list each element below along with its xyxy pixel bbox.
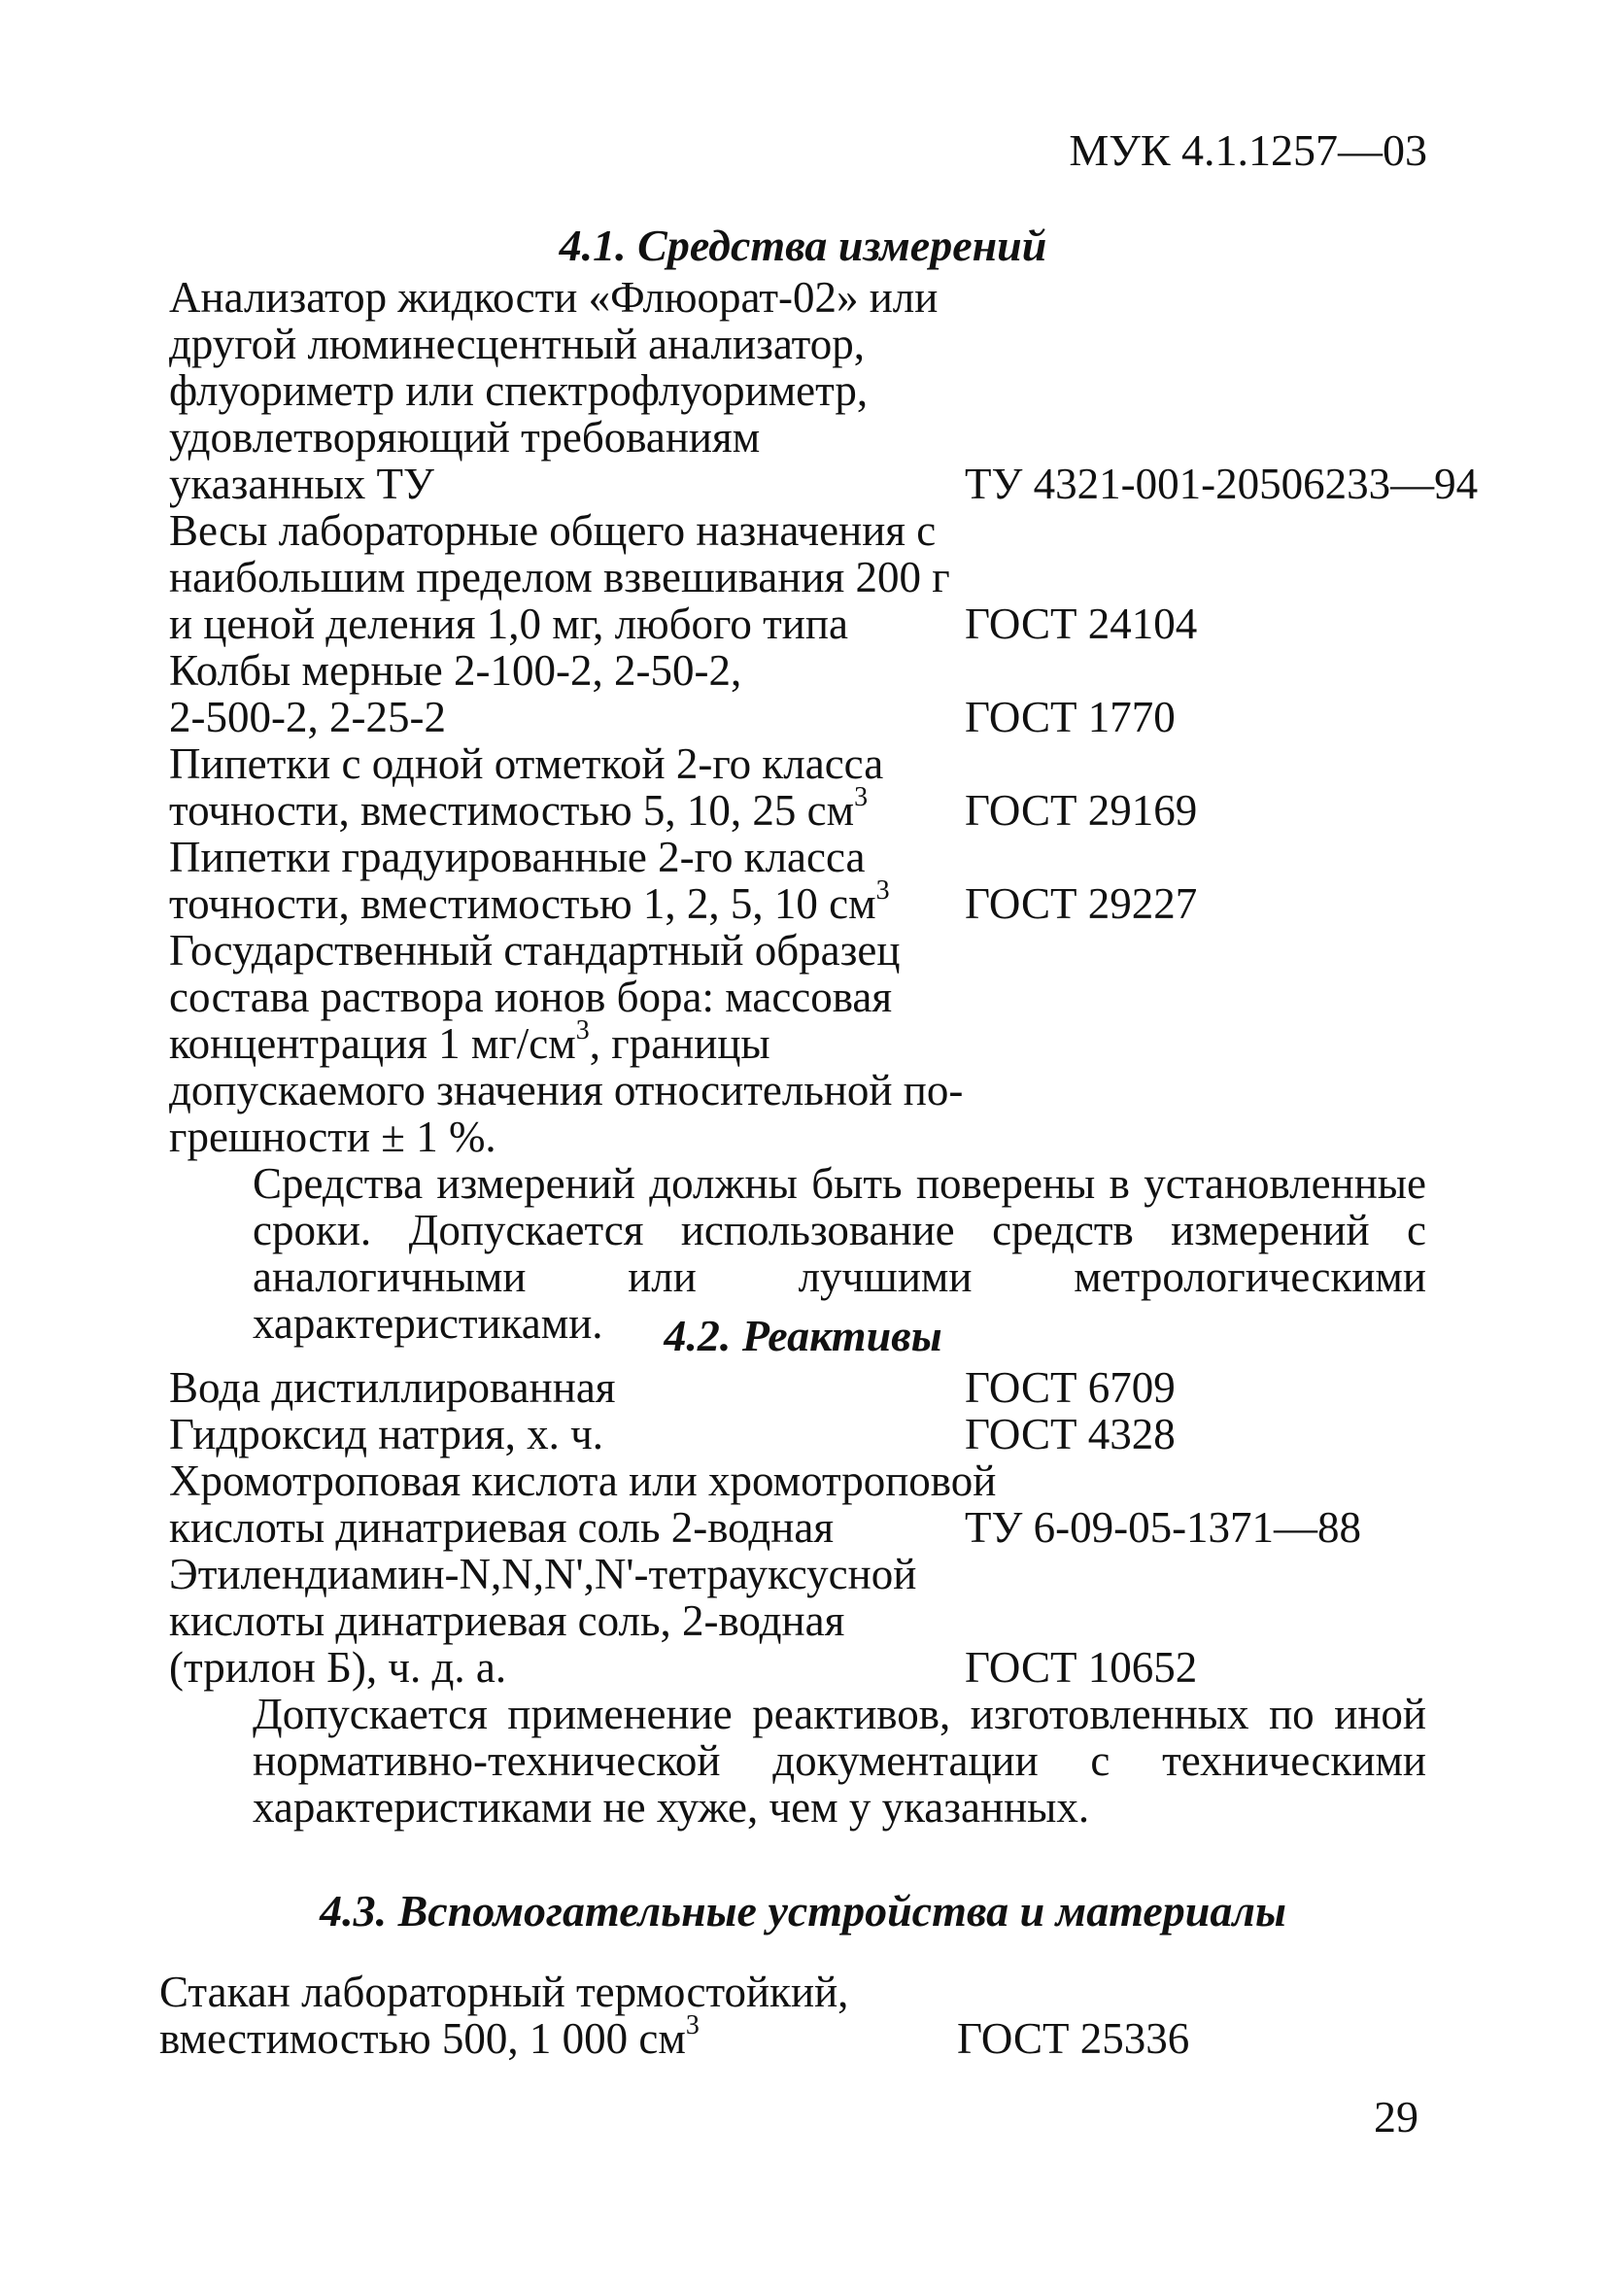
standard-ref: ГОСТ 25336	[957, 2014, 1190, 2063]
standard-ref: ГОСТ 24104	[965, 600, 1198, 648]
item-line: Вода дистиллированная	[169, 1363, 616, 1412]
item-line: состава раствора ионов бора: массовая	[169, 973, 893, 1021]
superscript: 3	[854, 782, 869, 812]
item-line: 2-500-2, 2-25-2	[169, 693, 446, 741]
item-line: кислоты динатриевая соль 2-водная	[169, 1503, 835, 1552]
item-line: удовлетворяющий требованиям	[169, 413, 761, 462]
item-line: кислоты динатриевая соль, 2-водная	[169, 1596, 845, 1645]
item-line: другой люминесцентный анализатор,	[169, 320, 865, 368]
standard-ref: ГОСТ 29169	[965, 786, 1198, 835]
section-4-3-list	[159, 1969, 937, 2062]
standard-ref: ГОСТ 10652	[965, 1643, 1198, 1692]
item-line	[169, 875, 946, 928]
section-4-2-title: 4.2. Реактивы	[664, 1311, 942, 1360]
item-line	[159, 2010, 937, 2063]
note-text: Средства измерений должны быть поверены в установленные сроки. Допускается использование средств измерений с аналогичными или лучшими метрологическими характеристиками.	[253, 1159, 1426, 1348]
item-line: (трилон Б), ч. д. а.	[169, 1643, 507, 1692]
item-line: и ценой деления 1,0 мг, любого типа	[169, 600, 848, 648]
standard-ref: ТУ 6-09-05-1371—88	[965, 1503, 1362, 1552]
section-4-3-title: 4.3. Вспомогательные устройства и материалы	[320, 1886, 1286, 1936]
item-line: наибольшим пределом взвешивания 200 г	[169, 553, 950, 601]
note-text: Допускается применение реактивов, изготовленных по иной нормативно-технической документации с техническими характеристиками не хуже, чем у указанных.	[253, 1690, 1426, 1832]
item-line	[169, 782, 946, 835]
item-line: флуориметр или спектрофлуориметр,	[169, 366, 869, 415]
item-line: указанных ТУ	[169, 460, 434, 508]
item-line: Пипетки градуированные 2-го класса	[169, 833, 866, 881]
document-code: МУК 4.1.1257—03	[1069, 125, 1427, 175]
standard-ref: ГОСТ 4328	[965, 1410, 1176, 1458]
superscript: 3	[575, 1015, 590, 1045]
item-line: Государственный стандартный образец	[169, 926, 901, 975]
superscript: 3	[875, 875, 890, 906]
item-line: Стакан лабораторный термостойкий,	[159, 1968, 849, 2016]
standard-ref: ТУ 4321-001-20506233—94	[965, 460, 1479, 508]
item-line: Хромотроповая кислота или хромотроповой	[169, 1456, 997, 1505]
standard-ref: ГОСТ 6709	[965, 1363, 1176, 1412]
item-line: Весы лабораторные общего назначения с	[169, 506, 937, 555]
item-line-text: точности, вместимостью 1, 2, 5, 10 см	[169, 879, 876, 928]
page-number: 29	[1374, 2092, 1418, 2142]
standard-ref: ГОСТ 29227	[965, 879, 1198, 928]
item-line: допускаемого значения относительной по-	[169, 1066, 964, 1114]
item-line	[169, 1015, 946, 1068]
standard-ref: ГОСТ 1770	[965, 693, 1176, 741]
item-line-text: вместимостью 500, 1 000 см	[159, 2014, 686, 2063]
item-line: Гидроксид натрия, х. ч.	[169, 1410, 603, 1458]
item-line-text: концентрация 1 мг/см	[169, 1019, 576, 1068]
item-line: грешности ± 1 %.	[169, 1113, 496, 1161]
section-4-1-list	[169, 273, 964, 1161]
item-line: Анализатор жидкости «Флюорат-02» или	[169, 273, 939, 322]
section-4-1-title: 4.1. Средства измерений	[559, 221, 1047, 270]
item-line: Этилендиамин-N,N,N',N'-тетрауксусной	[169, 1550, 917, 1598]
section-4-2-note	[159, 1691, 1426, 1831]
superscript: 3	[685, 2010, 700, 2040]
item-line: Пипетки с одной отметкой 2-го класса	[169, 739, 884, 788]
item-line: Колбы мерные 2-100-2, 2-50-2,	[169, 646, 742, 695]
item-line-text: , границы	[589, 1019, 770, 1068]
section-4-2-list	[169, 1363, 997, 1692]
item-line-text: точности, вместимостью 5, 10, 25 см	[169, 786, 855, 835]
